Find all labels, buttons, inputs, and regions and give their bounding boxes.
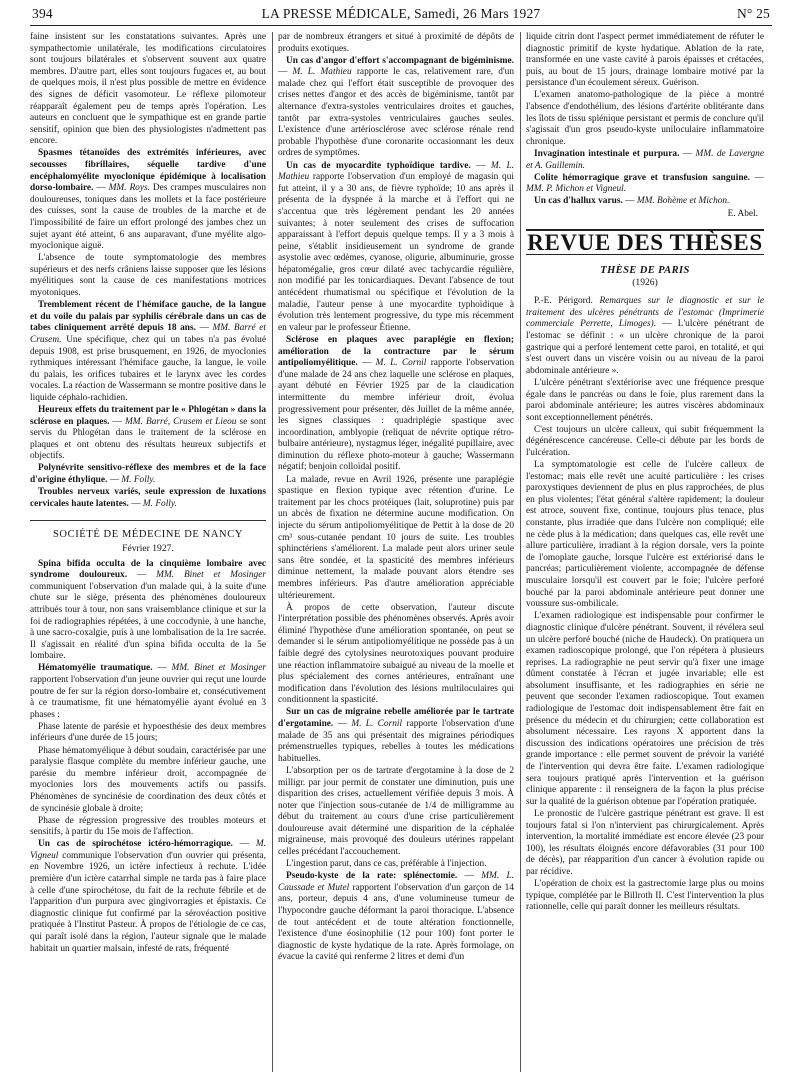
paragraph: L'examen anatomo-pathologique de la pièce a montré l'absence d'endothélium, des lésions d'artérite oblitérante dans les îlots de tissu splénique persistant et permis de conclure qu'il s'agissait d'un gros pseudo-kyste uniloculaire inflammatoire chronique. [526, 90, 764, 147]
report-body: rapporte le cas, relativement rare, d'un malade chez qui l'effort était susceptible de provoquer des crises nettes d'angor et des accès de bigéminisme, tantôt par alternance d'extra-systoles ventriculaires droites et gauches, tantôt par extra-systoles ventriculaires gauches seules. L'existence d'une artériosclérose avec sclérose rénale rend probable l'hypothèse d'une coronarite occasionnant les deux ordres de symptômes. [278, 67, 514, 159]
page-header [30, 4, 772, 26]
report-body: rapporte l'observation d'une malade de 35 ans qui présentait des migraines périodiques prémenstruelles typiques, rebelles à toutes les médications habituelles. [278, 719, 514, 764]
paragraph: C'est toujours un ulcère calleux, qui subit fréquemment la dégénérescence cancéreuse. Celle-ci débute par les bords de l'ulcération. [526, 424, 764, 458]
report-title: Un cas d'hallux varus. [534, 196, 623, 207]
report-body: Des crampes musculaires non douloureuses, toniques dans les mollets et la face postérieure des cuisses, sont la cause de troubles de la marche et de l'impossibilité de faire un effort prolongé des jambes chez un sujet ayant été atteint, 6 ans auparavant, d'une myélite algo-myoclonique aiguë. [30, 183, 266, 252]
report-authors: MM. Binet et Mosinger [171, 663, 266, 674]
column-rule [520, 32, 521, 1072]
paragraph: L'absorption per os de tartrate d'ergotamine à la dose de 2 milligr. par jour permit de constater une diminution, puis une disparition des crises, actuellement vérifiée depuis 3 mois. À noter que l'injection sous-cutanée de 1/4 de milligramme au début du traitement au cours d'une crise particulièrement douloureuse avait déterminé une disparition de la céphalée migraineuse, mais provoqué des douleurs utérines rappelant celles précédant l'accouchement. [278, 765, 514, 858]
thesis-author: P.-E. Périgord. [534, 296, 593, 307]
report-authors: M. L. Cornil [375, 358, 427, 369]
report-authors: M. Folly. [142, 498, 177, 509]
thesis-body: — L'ulcère pénétrant de l'estomac se définit : « un ulcère chronique de la paroi gastrique qui a perforé lentement cette paroi, en totalité, et qui s'est ouvert dans un viscère voisin ou au niveau de la paroi abdominale antérieure ». [526, 319, 764, 376]
paragraph: Phase de régression progressive des troubles moteurs et sensitifs, à partir du 15e mois de l'affection. [30, 815, 266, 838]
thesis-heading: THÈSE DE PARIS [600, 265, 690, 277]
thesis-title: Remarques sur le diagnostic et sur le traitement des ulcères pénétrants de l'estomac [526, 296, 764, 318]
report-entry: Sclérose en plaques avec paraplégie en flexion; amélioration de la contracture par le sérum antipoliomyélitique. — M. L. Cornil rapporte l'observation d'une malade de 24 ans chez laquelle une sclérose en plaques, ayant débuté en Février 1925 par de la claudication intermittente du membre inférieur droit, évolua progressivement pour présenter, dès Juillet de la même année, les signes classiques : quadriplégie spastique avec incoordination, amblyopie (reliquat de névrite optique rétro-bulbaire antérieure), nystagmus léger, inégalité pupillaire, avec diminution du réflexe photo-moteur à gauche; Wassermann négatif; benjoin colloïdal positif. [278, 334, 514, 473]
report-body: rapporte l'observation d'un employé de magasin qui fut atteint, il y a 30 ans, de fièvre typhoïde; 10 ans après il présenta de la dyspnée à la marche et à l'effort qui ne s'accentua que très légèrement pendant les 20 années suivantes; à noter seulement des crises de suffocation apparaissant à l'effort depuis quelque temps. Il y a 3 mois à peine, s'établit insidieusement un syndrome de grande asystolie avec œdèmes, cyanose, oligurie, albuminurie, grosse hépatomégalie, gros cœur dilaté avec tachycardie régulière, non modifié par les tonicardiaques. Devant l'absence de tout antécédent rhumatismal ou spécifique et l'évolution de la maladie, l'auteur pense à une myocardite typhoïdique à évolution très lentement progressive, du type mis récemment en valeur par le professeur Étienne. [278, 172, 514, 333]
report-authors: MM. Barré, Crusem et Lieou [124, 416, 237, 427]
report-entry: Tremblement récent de l'hémiface gauche, de la langue et du voile du palais par syphilis cérébrale dans un cas de tabes cliniquement arrêté depuis 18 ans. — MM. Barré et Crusem. Une spécifique, chez qui un tabes n'a pas évolué depuis 1908, est prise brusquement, en 1926, de myoclonies rythmiques intéressant l'hémiface gauche, la langue, le voile du palais, les orifices tubaires et le larynx avec les cordes vocales. La réaction de Wassermann se montre positive dans le liquide céphalo-rachidien. [30, 300, 266, 403]
report-authors: M. Folly. [121, 475, 156, 486]
report-title: Sur un cas de migraine rebelle améliorée par le tartrate d'ergotamine. [278, 707, 514, 730]
report-title: Spina bifida occulta de la cinquième lombaire avec syndrome douloureux. [30, 558, 266, 581]
paragraph: L'opération de choix est la gastrectomie large plus ou moins typique, complétée par le Billroth II. C'est l'intervention la plus rationnelle, celle qui paraît donner les meilleurs résultats. [526, 878, 764, 913]
report-title: Hématomyélie traumatique. [38, 663, 153, 674]
report-authors: MM. L. Caussade et Mutel [278, 871, 514, 893]
paragraph: L'ulcère pénétrant s'extériorise avec une fréquence presque égale dans le pancréas ou dans le foie, plus rarement dans la paroi abdominale antérieure; les autres viscères abdominaux sont exceptionnellement pénétrés. [526, 377, 764, 423]
report-authors: MM. de Lavergne et A. Guillemin. [526, 148, 764, 171]
paragraph: La symptomatologie est celle de l'ulcère calleux de l'estomac; mais elle revêt une acuité particulière : les crises paroxystiques deviennent de plus en plus rapprochées, de plus en plus violentes; l'état général s'altère rapidement; la douleur est atroce, souvent fixe, continue, toujours plus tenace, plus constante, plus irradiée que dans l'ulcère non compliqué; elle ne cède plus à la médication; dans quelques cas, elle revêt une allure particulière, irradiant à la région dorsale, vers la pointe de l'omoplate gauche, lorsque l'ulcère est extériorisé dans le pancréas; particulièrement violente, accompagnée de défense musculaire lorsqu'il est couvert par le foie; l'ulcère perforé bouché par la paroi abdominale antérieure peut donner une voussure sus-ombilicale. [526, 460, 764, 610]
report-authors: MM. Barré et Crusem. [30, 323, 266, 345]
report-authors: M. L. Mathieu [278, 160, 514, 183]
paragraph: Le pronostic de l'ulcère gastrique pénétrant est grave. Il est toujours fatal si l'on n'intervient pas chirurgicalement. Après intervention, la mortalité immédiate est encore élevée (23 pour 100), les résultats éloignés encore défavorables (31 pour 100 de décès), par réapparition d'un cancer à évolution rapide ou par récidive. [526, 808, 764, 877]
report-entry: Un cas de spirochétose ictéro-hémorragique. — M. Vigneul communique l'observation d'un ouvrier qui présenta, en Novembre 1926, un ictère infectieux à rechute. L'idée première d'un ictère catarrhal simple ne tarda pas à faire place à celle d'une spirochétose, du fait de la rechute fébrile et de l'apparition d'un purpura avec gingivorragies et épistaxis. Ce diagnostic clinique fut confirmé par la sérovéaction positive pratiquée à l'Institut Pasteur. À propos de l'étiologie de ce cas, qui paraît isolé dans la région, l'auteur signale que le malade habitait un quartier malsain, infesté de rats, fréquenté [30, 839, 266, 954]
report-entry: Colite hémorragique grave et transfusion sanguine. — MM. P. Michon et Vigneul. [526, 172, 764, 195]
report-entry: Un cas de myocardite typhoïdique tardive. — M. L. Mathieu rapporte l'observation d'un employé de magasin qui fut atteint, il y a 30 ans, de fièvre typhoïde; 10 ans après il présenta de la dyspnée à la marche et à l'effort qui ne s'accentua que très légèrement pendant les 20 années suivantes; à noter seulement des crises de suffocation apparaissant à l'effort depuis quelque temps. Il y a 3 mois à peine, s'établit insidieusement un syndrome de grande asystolie avec œdèmes, cyanose, oligurie, albuminurie, grosse hépatomégalie, gros cœur dilaté avec tachycardie régulière, non modifié par les tonicardiaques. Devant l'absence de tout antécédent rhumatismal ou spécifique et l'évolution de la maladie, l'auteur pense à une myocardite typhoïdique à évolution très lentement progressive, du type mis récemment en valeur par le professeur Étienne. [278, 160, 514, 333]
session-date: Février 1927. [122, 542, 174, 554]
paragraph: faine insistent sur les constatations suivantes. Après une sympathectomie unilatérale, les modifications circulatoires sont toujours bilatérales et s'observent souvent aux quatre membres. D'autre part, elles sont toujours fugaces et, au bout de quelques mois, il n'est plus possible de mettre en évidence des signes de déficit vasomoteur. Le réflexe pilomoteur réapparaît également peu de temps après l'opération. Les auteurs en concluent que le sympathique est en grande partie sensitif, opinion que bien des physiologistes n'admettent pas encore. [30, 32, 266, 147]
column-1 [30, 32, 266, 1078]
report-title: Spasmes tétanoïdes des extrémités inférieures, avec secousses fibrillaires, séquelle tardive d'une encéphalomyélite myoclonique épidémique à localisation dorso-lombaire. [30, 148, 266, 194]
report-title: Un cas de myocardite typhoïdique tardive. [286, 160, 471, 171]
paragraph: L'ingestion parut, dans ce cas, préférable à l'injection. [286, 859, 487, 870]
report-body: rapportent l'observation d'un garçon de 14 ans, porteur, depuis 4 ans, d'une volumineuse tumeur de l'hypocondre gauche déformant la paroi thoracique. L'absence de tout antécédent et de toute altération fonctionnelle, l'existence d'une éosinophilie (12 pour 100) font porter le diagnostic de kyste hydatique de la rate. Après formolage, on évacue la cavité qui renferme 2 litres et demi d'un [278, 882, 514, 963]
paragraph: Phase latente de parésie et hypoesthésie des deux membres inférieurs d'une durée de 15 jours; [30, 721, 266, 744]
report-entry: Pseudo-kyste de la rate: splénectomie. — MM. L. Caussade et Mutel rapportent l'observation d'un garçon de 14 ans, porteur, depuis 4 ans, d'une volumineuse tumeur de l'hypocondre gauche déformant la paroi thoracique. L'absence de tout antécédent et de toute altération fonctionnelle, l'existence d'une éosinophilie (12 pour 100) font porter le diagnostic de kyste hydatique de la rate. Après formolage, on évacue la cavité qui renferme 2 litres et demi d'un [278, 871, 514, 963]
paragraph: La malade, revue en Avril 1926, présente une paraplégie spastique en flexion typique avec rétention d'urine. Le traitement par les chocs protéiques (lait, soluprotine) puis par un abcès de fixation ne détermine aucune modification. On injecte du sérum antipoliomyélitique de Pettit à la dose de 20 cm³ sous-cutanée pendant 10 jours de suite. Les troubles sphinctériens s'améliorent. La malade peut alors uriner seule sans être sondée, et la spasticité des membres inférieurs diminue nettement, la malade pouvant alors étendre ses membres inférieurs. Pas d'autre amélioration appréciable ultérieurement. [278, 474, 514, 601]
report-title: Troubles nerveux variés, seule expression de luxations cervicales haute latentes. [30, 487, 266, 509]
report-entry: Troubles nerveux variés, seule expression de luxations cervicales haute latentes. — M. Folly. [30, 487, 266, 509]
report-entry: Hématomyélie traumatique. — MM. Binet et Mosinger rapportent l'observation d'un jeune ouvrier qui reçut une lourde poutre de fer sur la région dorso-lombaire et, consécutivement à ce traumatisme, fit une hématomyélie ayant évolué en 3 phases : [30, 663, 266, 720]
report-title: Tremblement récent de l'hémiface gauche, de la langue et du voile du palais par syphilis cérébrale dans un cas de tabes cliniquement arrêté depuis 18 ans. [30, 300, 266, 334]
author-signature: E. Abel. [727, 208, 758, 219]
report-body: se sont servis du Phlogétan dans le traitement de la sclérose en plaques et ont obtenu des résultats heureux subjectifs et objectifs. [30, 416, 266, 462]
paragraph: liquide citrin dont l'aspect permet immédiatement de réfuter le diagnostic primitif de kyste hydatique. Ablation de la rate, transformée en une vaste cavité à parois épaisses et crétacées, puis, au bout de 15 jours, drainage lombaire motivé par la persistance d'un écoulement séreux. Guérison. [526, 32, 764, 89]
page-number: 394 [32, 6, 53, 21]
report-body: communique l'observation d'un ouvrier qui présenta, en Novembre 1926, un ictère infectieux à rechute. L'idée première d'un ictère catarrhal simple ne tarda pas à faire place à celle d'une spirochétose, du fait de la rechute fébrile et de l'apparition d'un purpura avec gingivorragies et épistaxis. Ce diagnostic clinique fut confirmé par la sérovéaction positive pratiquée à l'Institut Pasteur. À propos de l'étiologie de ce cas, qui paraît isolé dans la région, l'auteur signale que le malade habitait un quartier malsain, infesté de rats, fréquenté [30, 850, 266, 954]
report-title: Colite hémorragique grave et transfusion sanguine. [534, 172, 751, 183]
report-body: communiquent l'observation d'un malade qui, à la suite d'une chute sur le siège, présenta des phénomènes douloureux attribués tour à tour, non sans vraisemblance clinique et sur la foi de radiographies répétées, à une coccodynie, à une hanche, à une sacro-coxalgie, puis à une lombalisation de la 1re sacrée. Il s'agissait en réalité d'un spina bifida occulta de la 5e lombaire. [30, 581, 266, 662]
paragraph: L'examen radiologique est indispensable pour confirmer le diagnostic clinique d'ulcère pénétrant. Souvent, il révélera seul un ulcère perforé bouché (niche de Haudeck). On pratiquera un examen radioscopique prolongé, que l'on répétera à plusieurs reprises. La radiographie ne peut servir qu'à fixer une image dûment constatée à l'écran et jugée invariable; elle est absolument insuffisante, et les radiographies en série ne peuvent que seconder l'examen radioscopique. Tout examen radiologique de l'estomac doit indispensablement être fait en présence du médecin et du chirurgien; cette collaboration est absolument nécessaire. Les rayons X apportent dans la discussion des indications opératoires une précision de très grande importance : elle permet souvent de prévoir la variété de l'intervention qui devra être faite. L'examen radiologique sera toujours pratiqué après l'intervention et la guérison clinique apparente : il renseignera de la façon la plus précise sur la qualité de la guérison obtenue par l'opération pratiquée. [526, 611, 764, 807]
report-authors: M. L. Cornil [351, 719, 403, 730]
column-3 [526, 32, 764, 1078]
issue-number: N° 25 [736, 6, 770, 21]
report-entry: Un cas d'angor d'effort s'accompagnant de bigéminisme. — M. L. Mathieu rapporte le cas, relativement rare, d'un malade chez qui l'effort était susceptible de provoquer des crises nettes d'angor et des accès de bigéminisme, tantôt par alternance d'extra-systoles ventriculaires droites et gauches, tantôt par extra-systoles ventriculaires gauches seules. L'existence d'une artériosclérose avec sclérose rénale rend probable l'hypothèse d'une coronarite occasionnant les deux ordres de symptômes. [278, 55, 514, 159]
report-entry: Sur un cas de migraine rebelle améliorée par le tartrate d'ergotamine. — M. L. Cornil rapporte l'observation d'une malade de 35 ans qui présentait des migraines périodiques prémenstruelles typiques, rebelles à toutes les médications habituelles. [278, 707, 514, 764]
section-title: REVUE DES THÈSES [527, 229, 763, 255]
paragraph: L'absence de toute symptomatologie des membres supérieurs et des nerfs crâniens laisse supposer que les lésions myélitiques sont la cause de ces manifestations motrices myotoniques. [30, 253, 266, 299]
society-heading: SOCIÉTÉ DE MÉDECINE DE NANCY [30, 520, 266, 541]
paragraph: À propos de cette observation, l'auteur discute l'interprétation possible des phénomènes observés. Après avoir éliminé l'hypothèse d'une amélioration spontanée, on peut se demander si le sérum antipoliomyélitique ne possède pas à un faible degré des cytolysines neurotoxiques pouvant produire une réaction inflammatoire subaiguë au niveau de la moelle et plus spécialement des cornes antérieures, entraînant une modification dans l'évolution des lésions multiloculaires qui conditionnent la spasticité. [278, 602, 514, 706]
report-title: Un cas de spirochétose ictéro-hémorragique. [38, 839, 233, 850]
thesis-year: (1926) [632, 276, 658, 288]
report-body: rapportent l'observation d'un jeune ouvrier qui reçut une lourde poutre de fer sur la région dorso-lombaire et, consécutivement à ce traumatisme, fit une hématomyélie ayant évolué en 3 phases : [30, 674, 266, 720]
report-title: Invagination intestinale et purpura. [534, 148, 680, 159]
report-body: rapporte l'observation d'une malade de 24 ans chez laquelle une sclérose en plaques, ayant débuté en Février 1925 par de la claudication intermittente du membre inférieur droit, évolua progressivement pour présenter, dès Juillet de la même année, les signes classiques : quadriplégie spastique avec incoordination, amblyopie (reliquat de névrite optique rétro-bulbaire antérieure), nystagmus léger, inégalité pupillaire, avec diminution du réflexe photo-moteur à gauche; Wassermann négatif; benjoin colloïdal positif. [278, 358, 514, 473]
report-entry: Invagination intestinale et purpura. — MM. de Lavergne et A. Guillemin. [526, 148, 764, 171]
column-2 [278, 32, 514, 1078]
report-body: Une spécifique, chez qui un tabes n'a pas évolué depuis 1908, est prise brusquement, en 1926, de myoclonies rythmiques intéressant l'hémiface gauche, la langue, le voile du palais, les orifices tubaires et le larynx avec les cordes vocales. La réaction de Wassermann se montre positive dans le liquide céphalo-rachidien. [30, 334, 266, 403]
report-title: Un cas d'angor d'effort s'accompagnant de bigéminisme. [286, 55, 514, 66]
report-entry: Un cas d'hallux varus. — MM. Bohème et Michon. [534, 196, 730, 207]
paragraph: Phase hématomyélique à début soudain, caractérisée par une paralysie flasque complète du membre inférieur gauche, une parésie du membre inférieur droit, accompagnée de myoclonies lors des mouvements actifs ou passifs. Phénomènes de syncinésie de coordination des deux côtés et de syncinésie globale à droite; [30, 745, 266, 814]
report-title: Heureux effets du traitement par le « Phlogétan » dans la sclérose en plaques. [30, 405, 266, 427]
report-entry: Heureux effets du traitement par le « Phlogétan » dans la sclérose en plaques. — MM. Barré, Crusem et Lieou se sont servis du Phlogétan dans le traitement de la sclérose en plaques et ont obtenu des résultats heureux subjectifs et objectifs. [30, 405, 266, 462]
journal-title: LA PRESSE MÉDICALE, Samedi, 26 Mars 1927 [261, 6, 541, 21]
thesis-entry [526, 296, 764, 377]
report-entry: Polynévrite sensitivo-réflexe des membres et de la face d'origine éthylique. — M. Folly. [30, 463, 266, 486]
report-authors: M. Vigneul [30, 839, 266, 861]
report-entry: Spasmes tétanoïdes des extrémités inférieures, avec secousses fibrillaires, séquelle tardive d'une encéphalomyélite myoclonique épidémique à localisation dorso-lombaire. — MM. Roys. Des crampes musculaires non douloureuses, toniques dans les mollets et la face postérieure des cuisses, sont la cause de troubles de la marche et de l'impossibilité de faire un effort prolongé des jambes chez un sujet ayant été atteint, 6 ans auparavant, d'une myélite algo-myoclonique aiguë. [30, 148, 266, 252]
column-rule [272, 32, 273, 1072]
report-authors: MM. Binet et Mosinger [156, 570, 266, 581]
report-entry: Spina bifida occulta de la cinquième lombaire avec syndrome douloureux. — MM. Binet et Mosinger communiquent l'observation d'un malade qui, à la suite d'une chute sur le siège, présenta des phénomènes douloureux attribués tour à tour, non sans vraisemblance clinique et sur la foi de radiographies répétées, à une coccodynie, à une hanche, à une sacro-coxalgie, puis à une lombalisation de la 1re sacrée. Il s'agissait en réalité d'un spina bifida occulta de la 5e lombaire. [30, 558, 266, 662]
report-authors: M. L. Mathieu [292, 67, 352, 78]
thesis-publisher: (Imprimerie commerciale Perrette, Limoges). [526, 307, 764, 330]
report-title: Sclérose en plaques avec paraplégie en flexion; amélioration de la contracture par le sérum antipoliomyélitique. [278, 334, 514, 369]
report-authors: MM. P. Michon et Vigneul. [526, 184, 627, 195]
report-title: Polynévrite sensitivo-réflexe des membres et de la face d'origine éthylique. [30, 463, 266, 486]
paragraph: par de nombreux étrangers et situé à proximité de dépôts de produits exotiques. [278, 32, 514, 54]
report-title: Pseudo-kyste de la rate: splénectomie. [286, 871, 458, 882]
report-authors: MM. Bohème et Michon. [636, 196, 730, 207]
report-authors: MM. Roys. [108, 183, 150, 194]
